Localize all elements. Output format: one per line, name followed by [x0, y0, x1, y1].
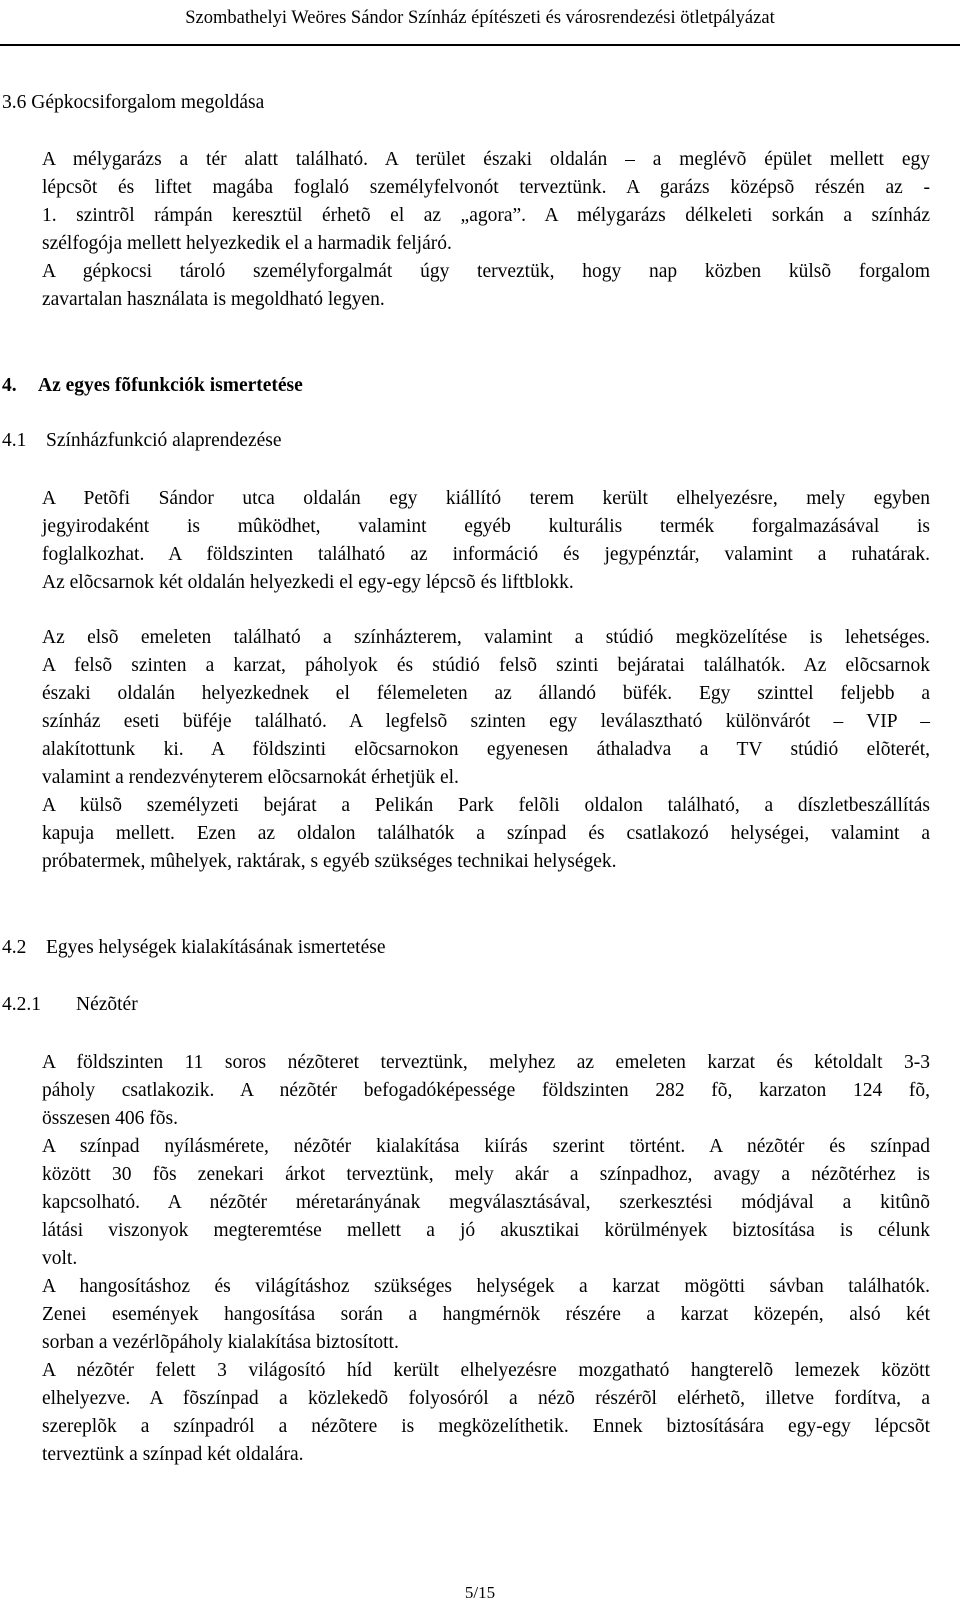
text-line: látási viszonyok megteremtése mellett a jó akusztikai körülmények biztosítása is célunk	[42, 1220, 930, 1241]
text-line: Az elsõ emeleten található a színházterem, valamint a stúdió megközelítése is lehetséges.	[42, 627, 930, 648]
text-line: színház eseti büféje található. A legfelsõ szinten egy leválasztható különvárót – VIP –	[42, 711, 930, 732]
text-line: jegyirodaként is mûködhet, valamint egyéb kulturális termék forgalmazásával is	[42, 516, 930, 537]
section-title: Színházfunkció alaprendezése	[46, 430, 282, 451]
text-line: A földszinten 11 soros nézõteret terveztünk, melyhez az emeleten karzat és kétoldalt 3-3	[42, 1052, 930, 1073]
text-line: A mélygarázs a tér alatt található. A terület északi oldalán – a meglévõ épület mellett egy	[42, 149, 930, 170]
text-line: A hangosításhoz és világításhoz szükséges helységek a karzat mögötti sávban találhatók.	[42, 1276, 930, 1297]
text-line: elhelyezve. A fõszínpad a közlekedõ folyosóról a nézõ részérõl elérhetõ, illetve fordítva, a	[42, 1388, 930, 1409]
page-header	[0, 0, 960, 46]
text-line: valamint a rendezvényterem elõcsarnokát érhetjük el.	[42, 767, 459, 788]
section-heading-4-2-1	[2, 994, 138, 1016]
text-line: alakítottunk ki. A földszinti elõcsarnokon egyenesen áthaladva a TV stúdió elõterét,	[42, 739, 930, 760]
section-title: Nézõtér	[76, 994, 138, 1015]
paragraph-theatre-layout-1	[42, 485, 930, 597]
text-line: zavartalan használata is megoldható legyen.	[42, 289, 385, 310]
section-number: 4.2	[2, 937, 27, 958]
text-line: északi oldalán helyezkednek el félemeleten az állandó büfék. Egy szinttel feljebb a	[42, 683, 930, 704]
text-line: próbatermek, mûhelyek, raktárak, s egyéb szükséges technikai helységek.	[42, 851, 617, 872]
section-heading-3-6: 3.6 Gépkocsiforgalom megoldása	[2, 92, 265, 113]
text-line: kapcsolható. A nézõtér méretarányának megválasztásával, szerkesztési módjával a kitûnõ	[42, 1192, 930, 1213]
text-line: A nézõtér felett 3 világosító híd került elhelyezésre mozgatható hangterelõ lemezek között	[42, 1360, 930, 1381]
section-number: 4.1	[2, 430, 27, 451]
section-title: Az egyes fõfunkciók ismertetése	[38, 375, 303, 396]
section-heading-4-2	[2, 937, 386, 959]
text-line: kapuja mellett. Ezen az oldalon találhatók a színpad és csatlakozó helységei, valamint a	[42, 823, 930, 844]
text-line: terveztünk a színpad két oldalára.	[42, 1444, 304, 1465]
text-line: lépcsõt és liftet magába foglaló személyfelvonót terveztünk. A garázs középsõ részén az -	[42, 177, 930, 198]
paragraph-parking	[42, 146, 930, 314]
section-heading-4	[2, 375, 303, 397]
text-line: A külsõ személyzeti bejárat a Pelikán Park felõli oldalon található, a díszletbeszállítás	[42, 795, 930, 816]
section-heading-4-1	[2, 430, 282, 452]
page-number: 5/15	[464, 1583, 496, 1602]
section-title: Egyes helységek kialakításának ismertetése	[46, 937, 386, 958]
header-title: Szombathelyi Weöres Sándor Színház építészeti és városrendezési ötletpályázat	[185, 8, 775, 28]
text-line: A gépkocsi tároló személyforgalmát úgy terveztük, hogy nap közben külsõ forgalom	[42, 261, 930, 282]
paragraph-auditorium	[42, 1049, 930, 1469]
text-line: A Petõfi Sándor utca oldalán egy kiállító terem került elhelyezésre, mely egyben	[42, 488, 930, 509]
text-line: Zenei események hangosítása során a hangmérnök részére a karzat közepén, alsó két	[42, 1304, 930, 1325]
text-line: között 30 fõs zenekari árkot terveztünk, mely akár a színpadhoz, avagy a nézõtérhez is	[42, 1164, 930, 1185]
text-line: foglalkozhat. A földszinten található az információ és jegypénztár, valamint a ruhatárak.	[42, 544, 930, 565]
section-number: 4.2.1	[2, 994, 41, 1015]
text-line: 1. szintrõl rámpán keresztül érhetõ el az „agora”. A mélygarázs délkeleti sorkán a színház	[42, 205, 930, 226]
text-line: páholy csatlakozik. A nézõtér befogadóképessége földszinten 282 fõ, karzaton 124 fõ,	[42, 1080, 930, 1101]
text-line: A felsõ szinten a karzat, páholyok és stúdió felsõ szinti bejáratai találhatók. Az elõcsarnok	[42, 655, 930, 676]
paragraph-theatre-layout-2	[42, 624, 930, 876]
text-line: összesen 406 fõs.	[42, 1108, 178, 1129]
text-line: sorban a vezérlõpáholy kialakítása biztosított.	[42, 1332, 399, 1353]
text-line: volt.	[42, 1248, 78, 1269]
text-line: szereplõk a színpadról a nézõtere is megközelíthetik. Ennek biztosítására egy-egy lépcsõt	[42, 1416, 930, 1437]
text-line: A színpad nyílásmérete, nézõtér kialakítása kiírás szerint történt. A nézõtér és színpad	[42, 1136, 930, 1157]
text-line: Az elõcsarnok két oldalán helyezkedi el egy-egy lépcsõ és liftblokk.	[42, 572, 574, 593]
text-line: szélfogója mellett helyezkedik el a harmadik feljáró.	[42, 233, 452, 254]
section-number: 4.	[2, 375, 17, 396]
